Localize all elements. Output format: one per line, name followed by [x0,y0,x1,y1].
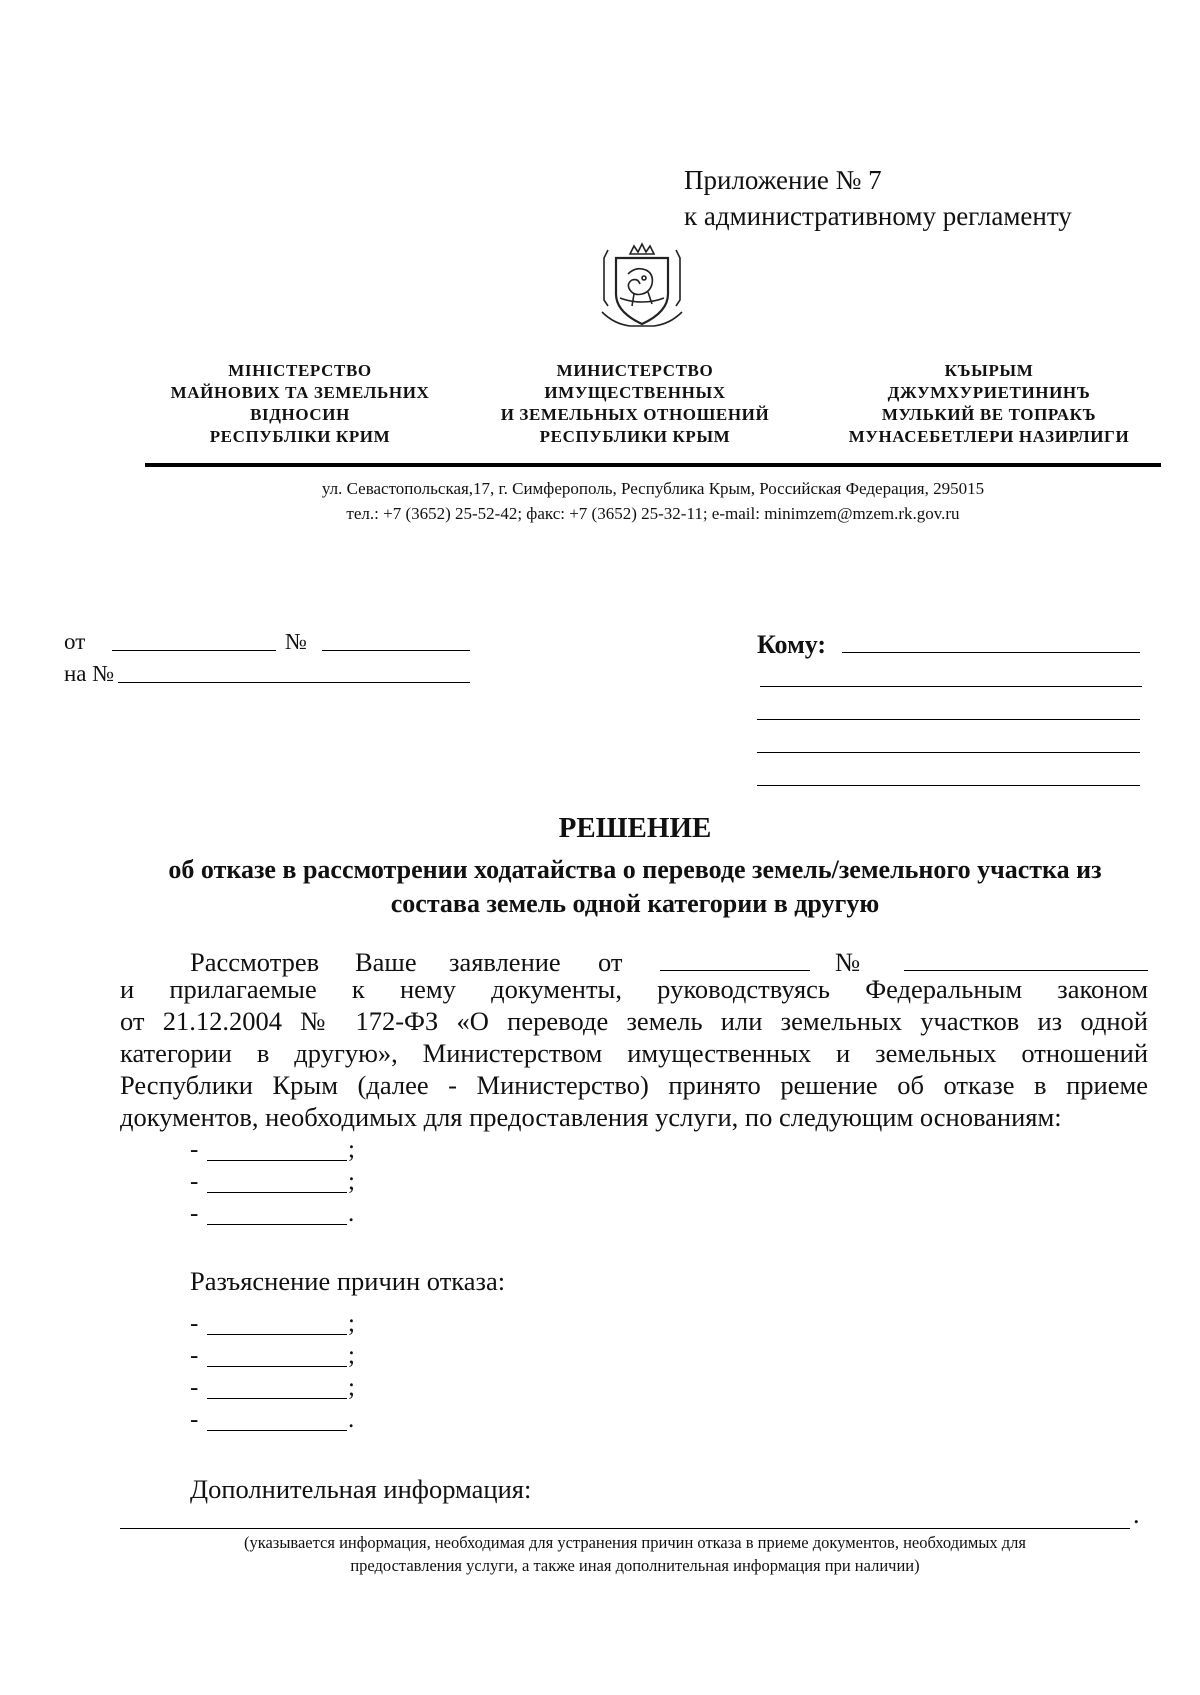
ground-item-field[interactable] [207,1192,347,1193]
header-crh-line: МУЛЬКИЙ ВЕ ТОПРАКЪ [881,405,1097,424]
header-uk-line: МАЙНОВИХ ТА ЗЕМЕЛЬНИХ [170,383,430,402]
explanation-item-field[interactable] [207,1430,347,1431]
header-ukrainian [145,360,455,448]
number-label: № [285,629,307,654]
intro-word: Ваше [355,947,417,977]
annex-block [684,162,1072,234]
coat-of-arms-icon [594,240,690,332]
body-line: документов, необходимых для предоставления услуги, по следующим основаниям: [120,1102,1062,1132]
header-uk-line: МІНІСТЕРСТВО [228,361,372,380]
body-line: Республики Крым (далее - Министерство) принято решение об отказе в приеме [120,1070,1148,1100]
additional-info-heading: Дополнительная информация: [190,1474,532,1504]
body-line: категории в другую», Министерством имущественных и земельных отношений [120,1038,1148,1068]
explanation-item-end: ; [348,1374,355,1401]
header-ru-line: ИМУЩЕСТВЕННЫХ [544,383,726,402]
ground-item-field[interactable] [207,1160,347,1161]
header-uk-line: РЕСПУБЛІКИ КРИМ [209,427,391,446]
addressee-line-5[interactable] [757,785,1140,786]
note-line: (указывается информация, необходимая для устранения причин отказа в приеме документов, необходимых для [243,1533,1027,1552]
header-uk-line: ВІДНОСИН [250,405,350,424]
address-line: ул. Севастопольская,17, г. Симферополь, Республика Крым, Российская Федерация, 295015 [321,479,985,498]
additional-info-note [140,1531,1130,1577]
ground-item-dash: - [190,1136,199,1163]
header-russian [480,360,790,448]
ground-item-end: ; [348,1136,355,1163]
explanation-item-end: . [348,1406,355,1433]
header-divider [145,463,1161,467]
explanation-item-end: ; [348,1342,355,1369]
header-crimean-tatar [818,360,1160,448]
intro-word: заявление [449,947,561,977]
body-line: и прилагаемые к нему документы, руководствуясь Федеральным законом [120,974,1148,1004]
decision-subtitle-line: состава земель одной категории в другую [390,889,880,918]
additional-info-end: . [1133,1500,1140,1529]
ground-item-end: . [348,1200,355,1227]
from-date-field[interactable] [112,650,276,651]
application-number-field[interactable] [904,970,1148,971]
addressee-line-4[interactable] [757,752,1140,753]
ground-item-dash: - [190,1168,199,1195]
annex-number: Приложение № 7 [684,165,882,195]
ref-number-label: на № [64,661,115,686]
note-line: предоставления услуги, а также иная дополнительная информация при наличии) [350,1556,920,1575]
addressee-label: Кому: [757,630,827,659]
addressee-line-3[interactable] [757,719,1140,720]
explanation-item-field[interactable] [207,1366,347,1367]
contact-block [145,476,1161,526]
explanation-item-dash: - [190,1374,199,1401]
explanation-item-end: ; [348,1310,355,1337]
decision-body [120,973,1148,1133]
explanation-heading: Разъяснение причин отказа: [190,1266,506,1296]
explanation-item-dash: - [190,1406,199,1433]
ground-item-field[interactable] [207,1224,347,1225]
annex-reference: к административному регламенту [684,201,1072,231]
header-crh-line: ДЖУМХУРИЕТИНИНЪ [887,383,1091,402]
explanation-item-dash: - [190,1342,199,1369]
header-crh-line: МУНАСЕБЕТЛЕРИ НАЗИРЛИГИ [848,427,1130,446]
additional-info-field[interactable] [120,1528,1130,1529]
decision-subtitle [120,853,1150,921]
contacts-line: тел.: +7 (3652) 25-52-42; факс: +7 (3652) 25-32-11; e-mail: minimzem@mzem.rk.gov.ru [346,504,960,523]
header-ru-line: РЕСПУБЛИКИ КРЫМ [539,427,731,446]
ref-number-field[interactable] [118,682,470,683]
addressee-field[interactable] [842,652,1140,653]
addressee-line-2[interactable] [760,686,1142,687]
explanation-item-field[interactable] [207,1398,347,1399]
ground-item-dash: - [190,1200,199,1227]
header-ru-line: И ЗЕМЕЛЬНЫХ ОТНОШЕНИЙ [500,405,770,424]
intro-word: Рассмотрев [190,947,320,977]
decision-title: РЕШЕНИЕ [558,812,712,844]
explanation-item-field[interactable] [207,1334,347,1335]
application-date-field[interactable] [660,970,810,971]
header-crh-line: КЪЫРЫМ [944,361,1034,380]
ground-item-end: ; [348,1168,355,1195]
explanation-item-dash: - [190,1310,199,1337]
intro-number-label: № [835,947,861,977]
outgoing-number-field[interactable] [322,650,470,651]
header-ru-line: МИНИСТЕРСТВО [556,361,714,380]
intro-word: от [598,947,623,977]
from-label: от [64,629,86,654]
body-line: от 21.12.2004 № 172-ФЗ «О переводе земель или земельных участков из одной [120,1006,1148,1036]
decision-subtitle-line: об отказе в рассмотрении ходатайства о переводе земель/земельного участка из [168,855,1102,884]
